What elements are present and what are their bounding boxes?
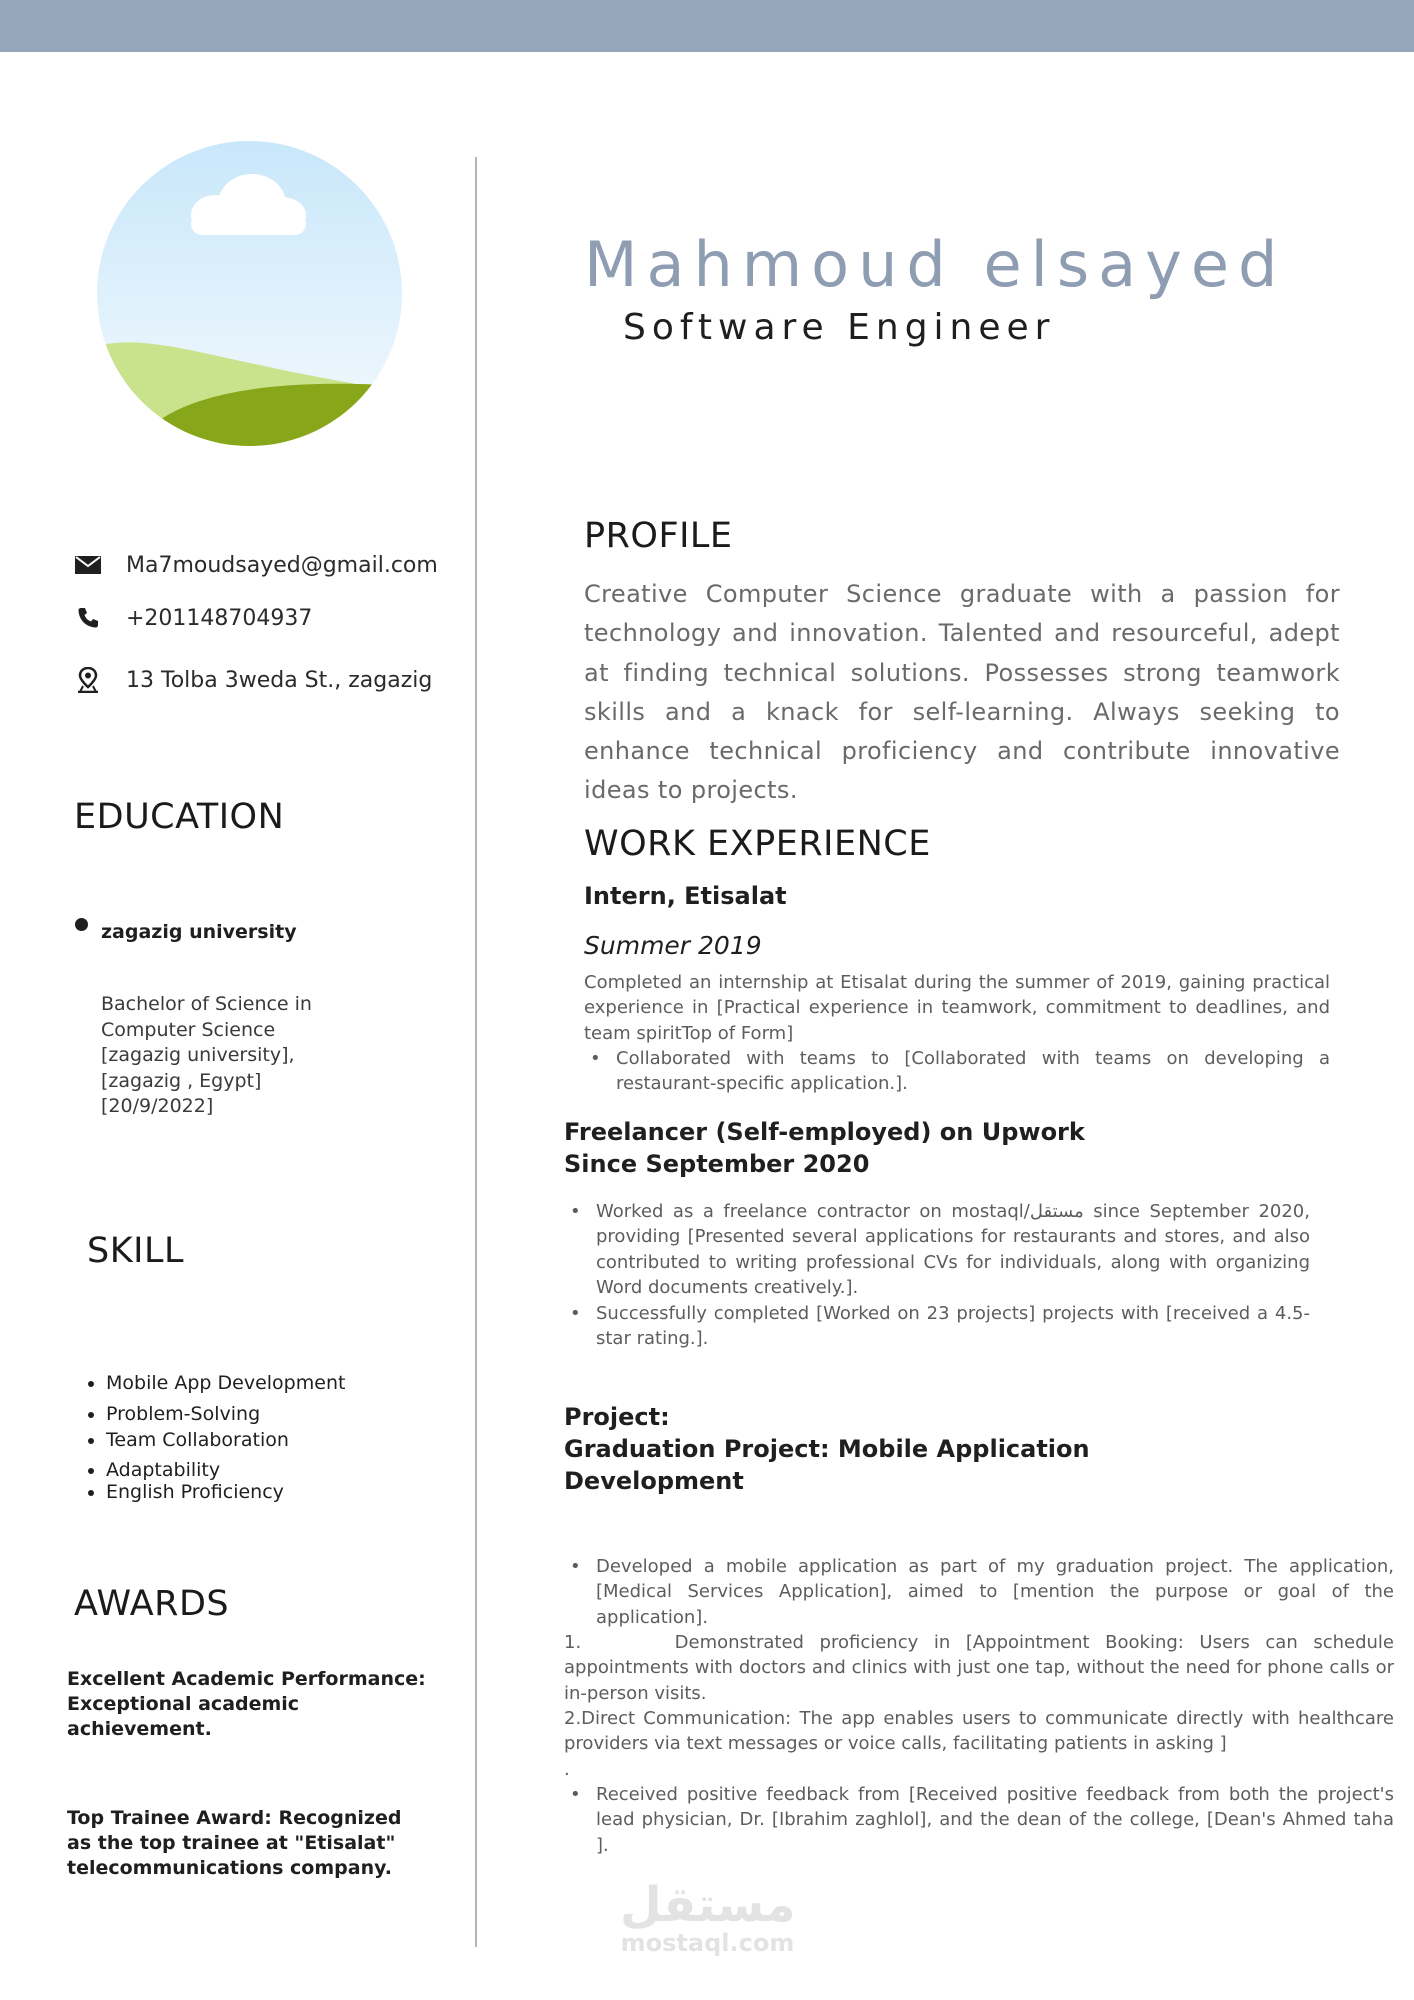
job-bullet: • Collaborated with teams to [Collaborated with teams on developing a restaurant-specific application.]. [584,1046,1330,1097]
education-detail: Bachelor of Science in [101,993,312,1015]
project-bullets [564,1782,1394,1858]
job-title: Freelancer (Self-employed) on Upwork [564,1118,1085,1146]
award-item: Top Trainee Award: Recognized as the top trainee at "Etisalat" telecommunications company. [67,1807,402,1879]
phone-text: +201148704937 [126,605,313,631]
watermark-arabic: مستقل [620,1877,796,1933]
awards-title: AWARDS [74,1584,230,1624]
job-title: Intern, Etisalat [584,882,787,910]
contact-email[interactable] [74,551,438,579]
project-bullet: • Received positive feedback from [Received positive feedback from both the project's lead physician, Dr. [Ibrahim zaghlol], and the dean of the college, [Dean's Ahmed taha ]. [564,1782,1394,1858]
education-detail: [zagazig , Egypt] [101,1069,262,1092]
project-title: Graduation Project: Mobile Application [564,1435,1090,1463]
skill-item: • Team Collaboration [106,1429,345,1459]
project-point: 2.Direct Communication: The app enables users to communicate directly with healthcare providers via text messages or voice calls, facilitating patients in asking ] [564,1708,1394,1755]
skill-title: SKILL [87,1231,184,1271]
job-description: Completed an internship at Etisalat during the summer of 2019, gaining practical experience in [Practical experience in teamwork, commitment to deadlines, and team spiritTop of Form] [584,972,1330,1044]
education-detail: Computer Science [101,1018,276,1041]
email-text: Ma7moudsayed@gmail.com [126,552,438,578]
project-dot: . [564,1759,570,1780]
skill-list [80,1368,345,1503]
project-title: Development [564,1467,744,1495]
education-school: zagazig university [101,921,297,943]
education-bullet [75,918,88,931]
contact-address [74,666,432,694]
job-bullets [564,1199,1310,1351]
location-pin-icon [74,666,102,694]
job-bullet: • Worked as a freelance contractor on mostaql/مستقل since September 2020, providing [Presented several applications for restaurants and stores, and also contributed to writing professional CVs for individuals, along with organizing Word documents creatively.]. [564,1199,1310,1301]
watermark-logo [620,1877,796,1957]
award-item: Excellent Academic Performance: Exceptional academic achievement. [67,1668,426,1740]
job-bullet: • Successfully completed [Worked on 23 projects] projects with [received a 4.5-star rating.]. [564,1301,1310,1352]
skill-item: • Adaptability [106,1459,345,1481]
avatar [97,141,402,446]
header-band [0,0,1414,52]
profile-title: PROFILE [584,516,733,556]
address-text: 13 Tolba 3weda St., zagazig [126,667,433,693]
job-bullets [584,1046,1330,1097]
work-title: WORK EXPERIENCE [584,824,931,864]
person-name: Mahmoud elsayed [584,228,1287,301]
project-bullet: • Developed a mobile application as part of my graduation project. The application, [Medical Services Application], aimed to [mention the purpose or goal of the application]. [564,1554,1394,1630]
education-detail: [zagazig university], [101,1044,295,1066]
skill-item: • Mobile App Development [106,1368,345,1399]
education-title: EDUCATION [74,797,285,837]
column-divider [475,157,477,1947]
contact-phone[interactable] [74,604,312,632]
profile-text: Creative Computer Science graduate with a passion for technology and innovation. Talented and resourceful, adept at finding technical solutions. Possesses strong teamwork skills and a knack for self-learning. Always seeking to enhance technical proficiency and contribute innovative ideas to projects. [584,580,1340,805]
education-detail: [20/9/2022] [101,1095,214,1117]
job-role: Software Engineer [623,307,1056,348]
watermark-latin: mostaql.com [620,1929,795,1957]
envelope-icon [74,551,102,579]
project-bullets [564,1554,1394,1630]
job-date: Since September 2020 [564,1150,870,1178]
job-date: Summer 2019 [584,931,762,960]
skill-item: • English Proficiency [106,1481,345,1503]
project-label: Project: [564,1403,670,1431]
phone-icon [74,604,102,632]
skill-item: • Problem-Solving [106,1399,345,1430]
project-point: 1. Demonstrated proficiency in [Appointment Booking: Users can schedule appointments with doctors and clinics with just one tap, without the need for phone calls or in-person visits. [564,1632,1400,1704]
